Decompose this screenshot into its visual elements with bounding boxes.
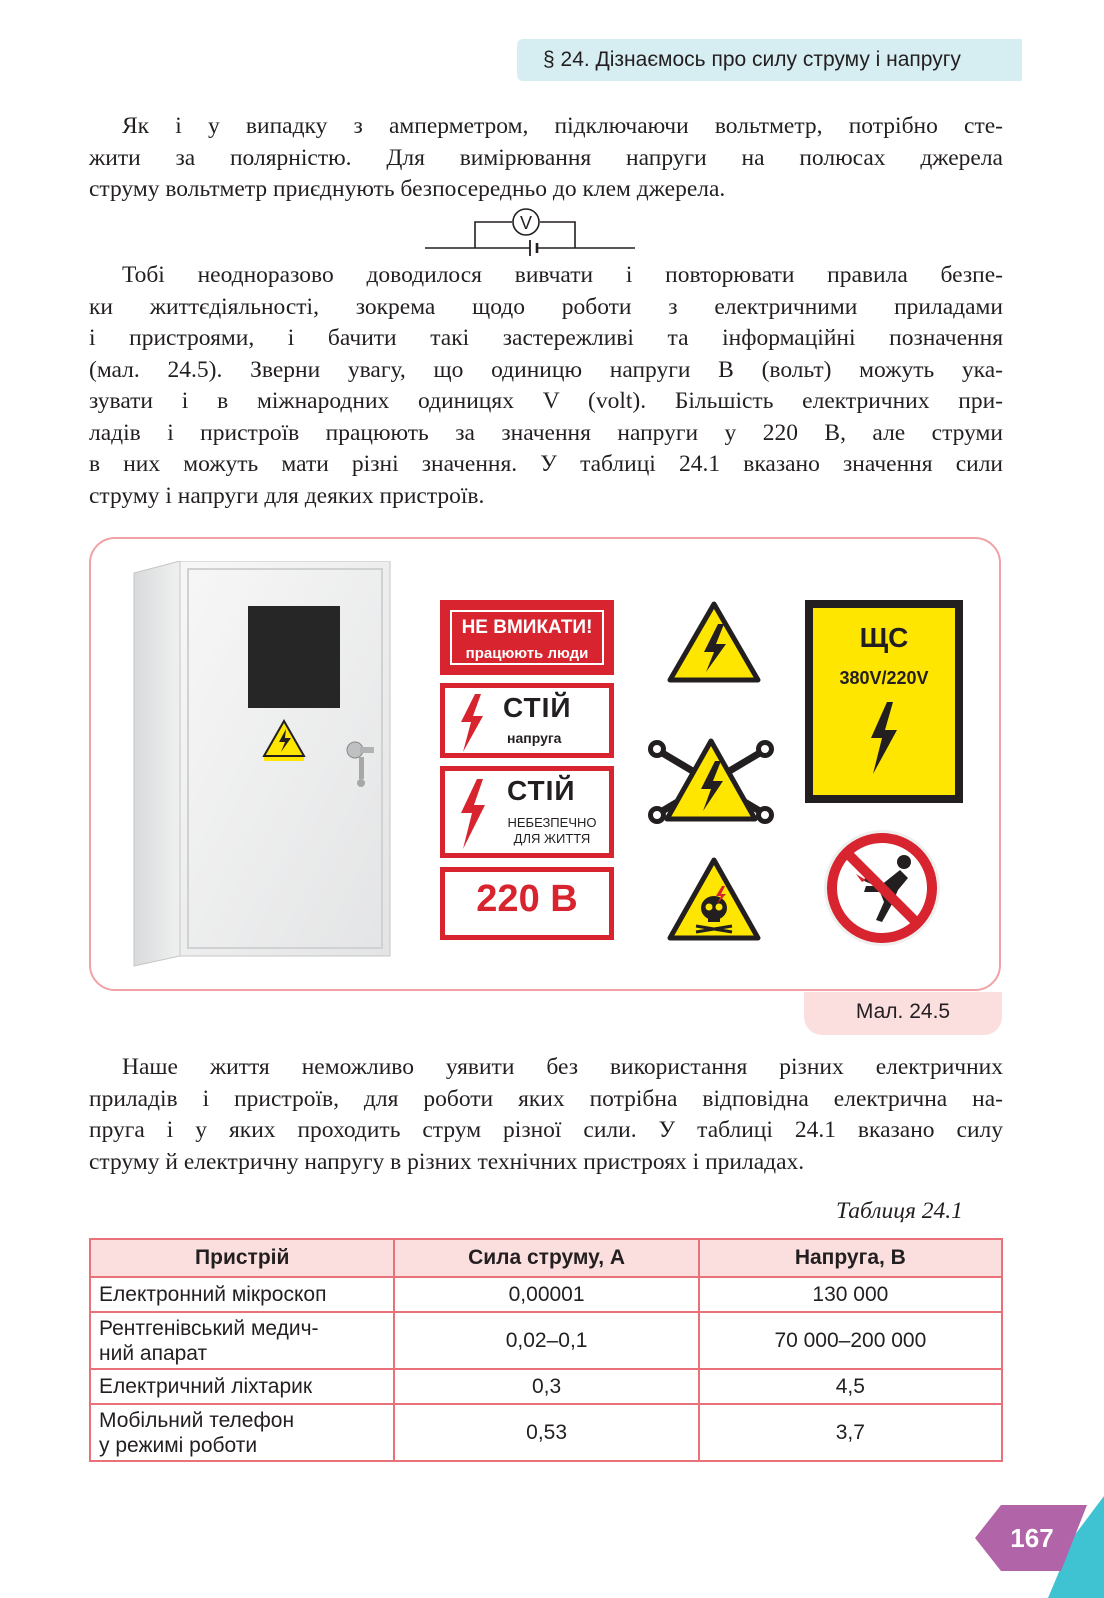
text-line: в них можуть мати різні значення. У таблиці 24.1 вказано значення сили <box>89 451 1003 477</box>
text-line: жити за полярністю. Для вимірювання напруги на полюсах джерела <box>89 144 1003 171</box>
do-not-touch-prohibition-icon <box>822 828 942 948</box>
table-cell-voltage: 3,7 <box>699 1404 1002 1461</box>
text-line: струму вольтметр приєднують безпосередньо до клем джерела. <box>89 176 726 202</box>
lightning-bolt-icon <box>457 779 489 849</box>
table-cell-voltage: 4,5 <box>699 1369 1002 1404</box>
figure-caption <box>804 992 1002 1035</box>
sign-title: СТІЙ <box>503 692 572 723</box>
table-cell-current: 0,53 <box>394 1404 698 1461</box>
high-voltage-warning-triangle-icon <box>666 600 762 684</box>
device-name-line: Електричний ліхтарик <box>99 1375 313 1398</box>
device-name-line: Мобільний телефон <box>99 1408 295 1432</box>
table-cell-current: 0,02–0,1 <box>394 1312 698 1369</box>
table-cell-device <box>90 1277 394 1312</box>
sign-subtitle-line2: ДЛЯ ЖИТТЯ <box>513 831 591 846</box>
voltmeter-label: V <box>519 213 533 233</box>
paragraph-safety-signs <box>89 260 1003 512</box>
switchboard-title: ЩС <box>859 622 909 653</box>
sign-stop-dangerous <box>440 766 614 858</box>
switchboard-voltage: 380V/220V <box>839 668 929 688</box>
meter-window <box>248 606 340 708</box>
text-line: Тобі неодноразово доводилося вивчати і повторювати правила безпе- <box>122 262 1003 288</box>
table-cell-device <box>90 1404 394 1461</box>
table-label: Таблиця 24.1 <box>836 1198 963 1224</box>
section-header <box>517 39 1022 81</box>
text-line: Наше життя неможливо уявити без використання різних електричних <box>122 1054 1003 1080</box>
sign-subtitle: напруга <box>507 730 562 746</box>
device-name-line: Рентгенівський медич- <box>99 1316 319 1340</box>
sign-subtitle: працюють люди <box>465 645 589 662</box>
sign-title: НЕ ВМИКАТИ! <box>461 617 593 638</box>
device-name-line: у режимі роботи <box>99 1433 258 1457</box>
electrical-cabinet-image <box>130 561 405 981</box>
voltmeter-circuit-diagram <box>425 207 640 257</box>
text-line: (мал. 24.5). Зверни увагу, що одиницю напруги В (вольт) можуть ука- <box>89 356 1003 383</box>
page-number: 167 <box>1010 1523 1054 1553</box>
table-row <box>90 1312 1002 1369</box>
text-line: зувати і в міжнародних одиницях V (volt). Більшість електричних при- <box>89 388 1003 414</box>
repair-work-warning-triangle-icon <box>645 735 777 827</box>
text-line: струму й електричну напругу в різних технічних пристроях і приладах. <box>89 1148 805 1175</box>
text-line: Як і у випадку з амперметром, підключаючи вольтметр, потрібно сте- <box>122 113 1003 139</box>
paragraph-devices <box>89 1052 1003 1178</box>
sign-stop-voltage <box>440 683 614 758</box>
paragraph-voltmeter-polarity <box>89 111 1003 206</box>
device-name-line: Електронний мікроскоп <box>99 1283 327 1306</box>
switchboard-sign <box>805 600 963 803</box>
sign-do-not-switch-on <box>440 600 614 675</box>
table-cell-device <box>90 1312 394 1369</box>
table-cell-device <box>90 1369 394 1404</box>
lightning-bolt-icon <box>865 702 901 774</box>
table-cell-voltage: 70 000–200 000 <box>699 1312 1002 1369</box>
table-cell-voltage: 130 000 <box>699 1277 1002 1312</box>
table-row <box>90 1404 1002 1461</box>
table-header-cell: Напруга, В <box>699 1239 1002 1277</box>
sign-title: СТІЙ <box>507 775 576 806</box>
figure-caption-text: Мал. 24.5 <box>855 1000 951 1023</box>
sign-subtitle-line1: НЕБЕЗПЕЧНО <box>507 815 597 830</box>
table-header-cell: Пристрій <box>90 1239 394 1277</box>
lightning-bolt-icon <box>457 694 487 752</box>
table-cell-current: 0,3 <box>394 1369 698 1404</box>
sign-voltage-value: 220 В <box>476 878 578 920</box>
text-line: пруга і у яких проходить струм різної сили. У таблиці 24.1 вказано силу <box>89 1117 1003 1143</box>
device-name-line: ний апарат <box>99 1341 208 1365</box>
table-header-row <box>90 1239 1002 1277</box>
text-line: приладів і пристроїв, для роботи яких потрібна відповідна електрична на- <box>89 1085 1003 1112</box>
sign-220v <box>440 867 614 940</box>
text-line: ладів і пристроїв працюють за значення напруги у 220 В, але струми <box>89 419 1003 446</box>
table-row <box>90 1369 1002 1404</box>
section-title: § 24. Дізнаємось про силу струму і напругу <box>543 48 961 71</box>
text-line: струму і напруги для деяких пристроїв. <box>89 482 485 509</box>
table-cell-current: 0,00001 <box>394 1277 698 1312</box>
table-row <box>90 1277 1002 1312</box>
deadly-danger-warning-triangle-icon <box>666 856 762 942</box>
text-line: ки життєдіяльності, зокрема щодо роботи з електричними приладами <box>89 293 1003 320</box>
text-line: і пристроями, і бачити такі застережливі та інформаційні позначення <box>89 325 1003 351</box>
data-table <box>89 1238 1003 1462</box>
table-header-cell: Сила струму, А <box>394 1239 698 1277</box>
